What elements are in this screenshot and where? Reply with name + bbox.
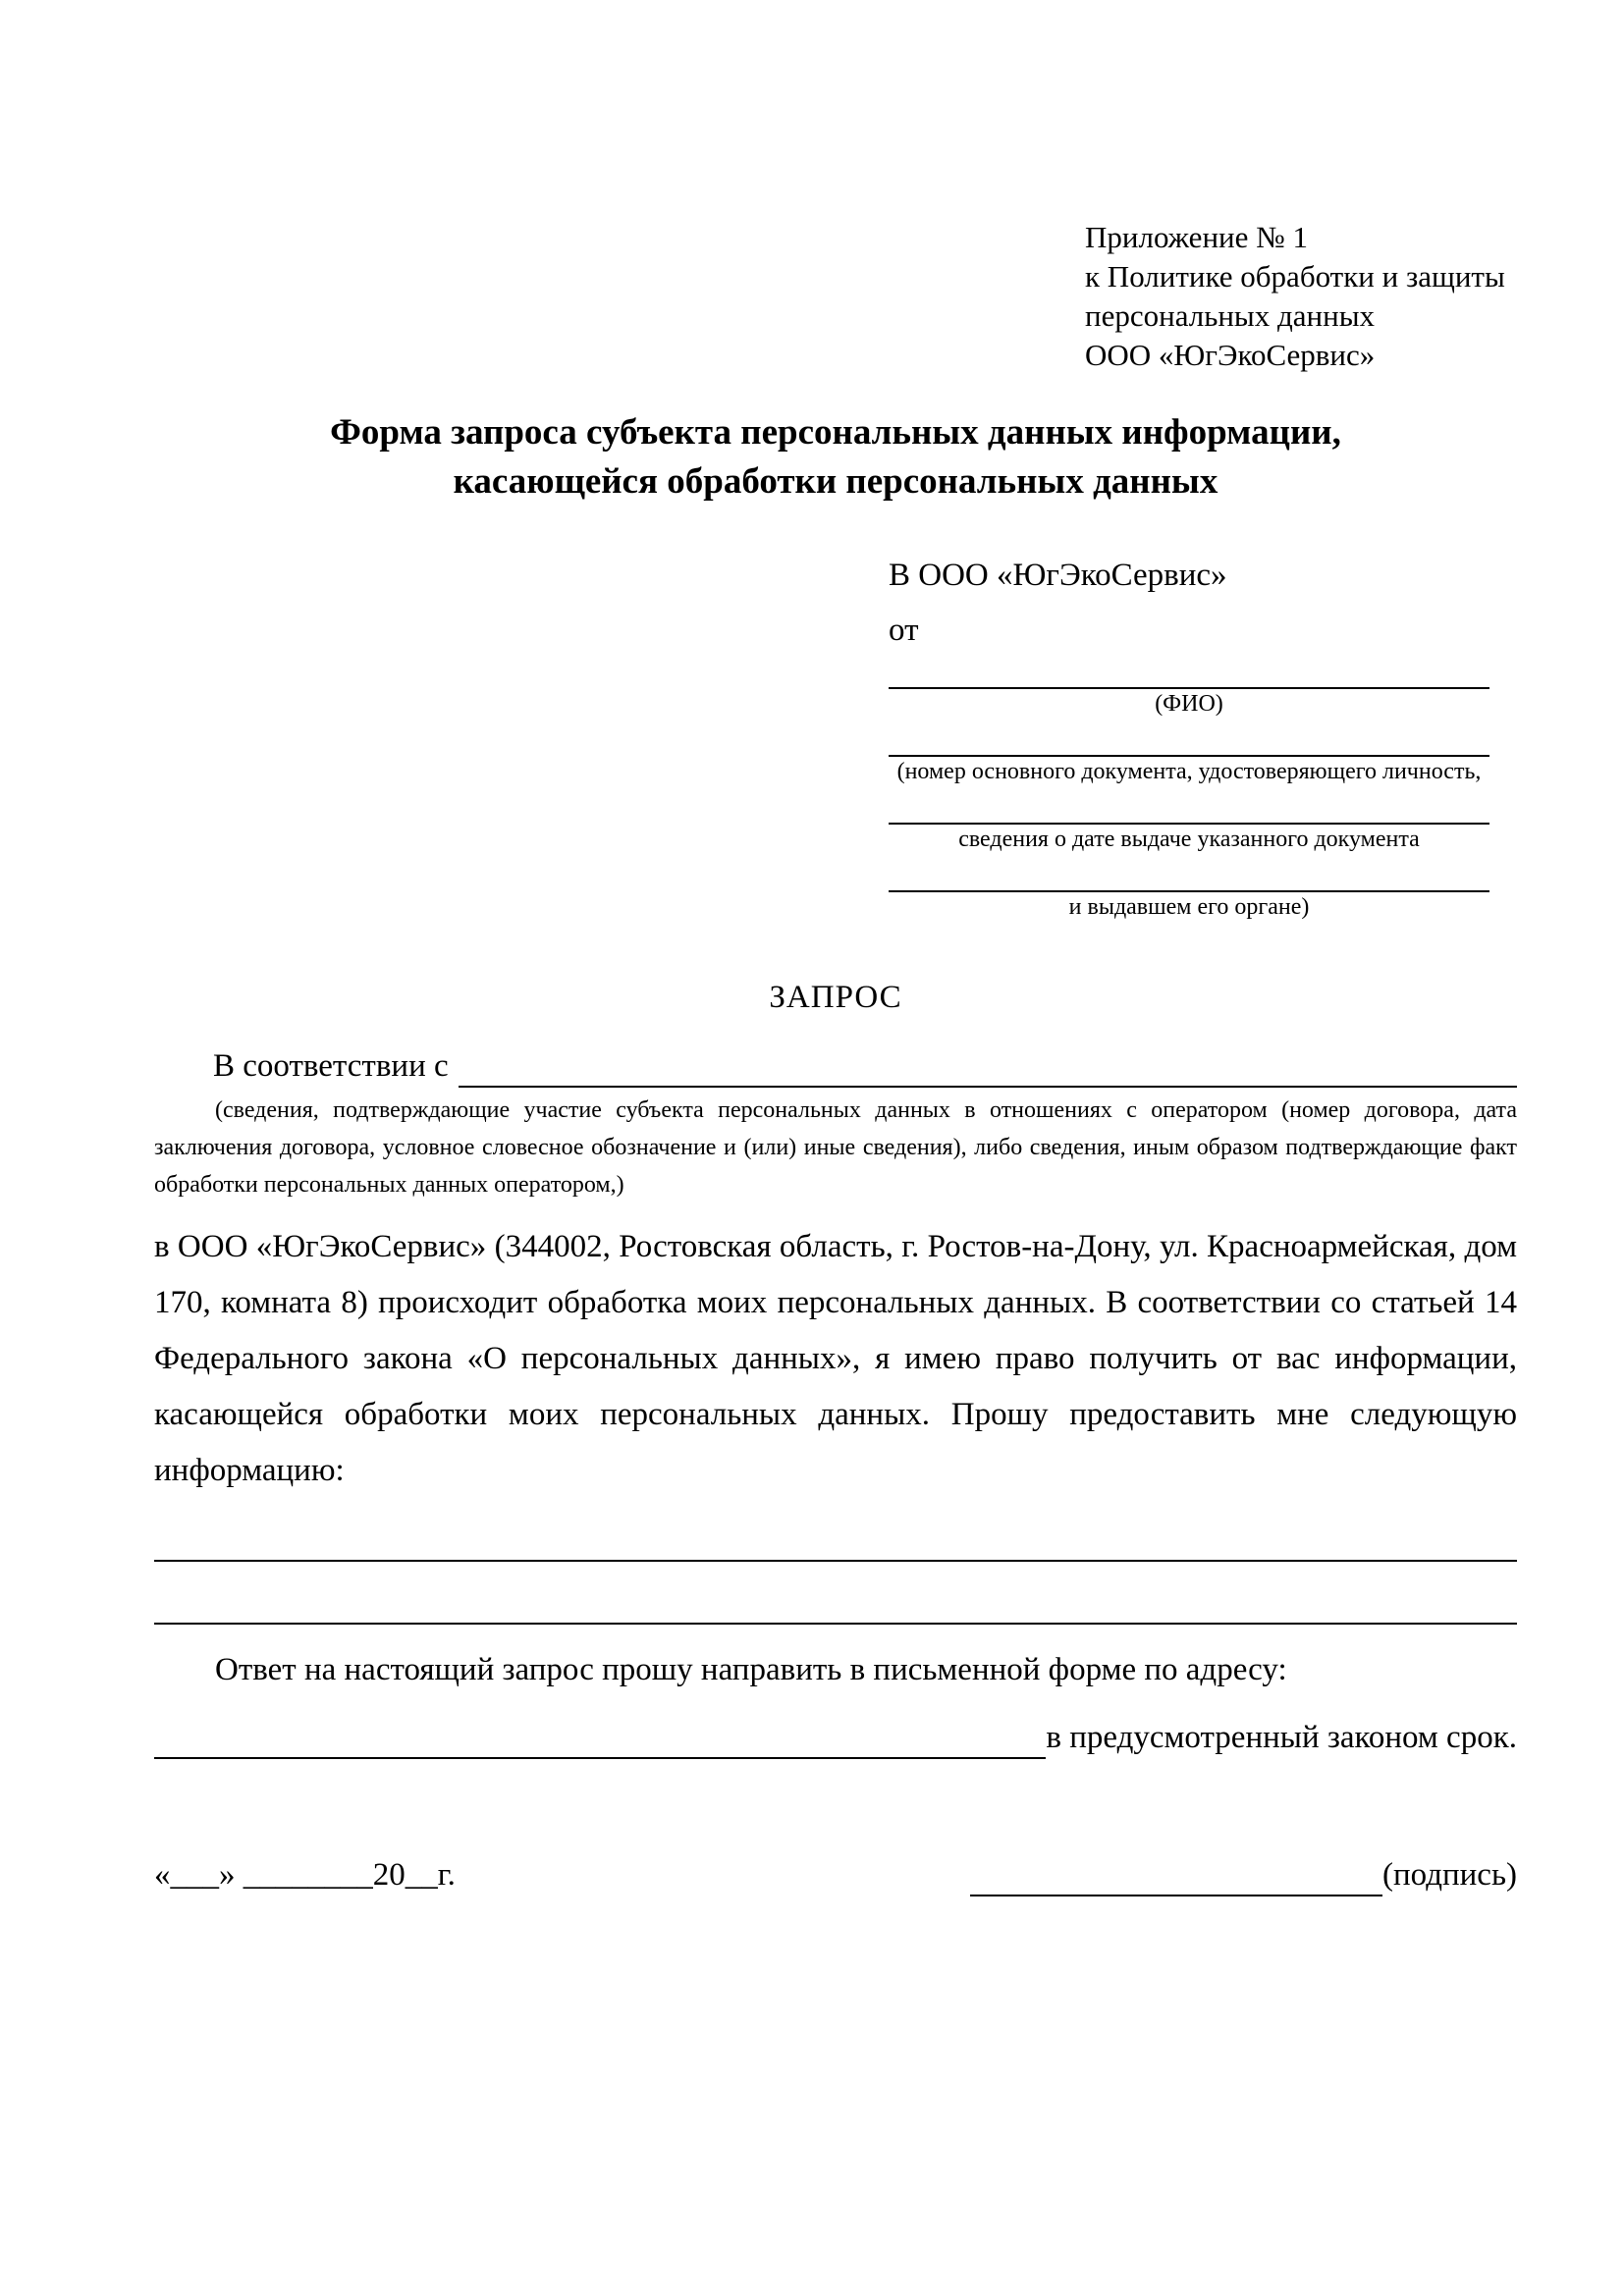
signature-caption: (подпись): [1382, 1857, 1517, 1893]
basis-row: [154, 1042, 1517, 1088]
issue-date-caption: сведения о дате выдаче указанного документа: [958, 827, 1420, 852]
addressee-block: [889, 554, 1489, 923]
issue-date-blank-line[interactable]: [889, 787, 1489, 825]
appendix-line-2: к Политике обработки и защиты: [1085, 259, 1505, 294]
id-document-number-caption: (номер основного документа, удостоверяющего личность,: [896, 759, 1482, 784]
issuing-authority-field: [889, 855, 1489, 923]
fio-field: [889, 652, 1489, 720]
title-line-2: касающейся обработки персональных данных: [453, 461, 1218, 502]
date-blank[interactable]: «___» ________20__г.: [154, 1857, 456, 1893]
reply-address-blank-line[interactable]: [154, 1718, 1046, 1759]
body-paragraph: в ООО «ЮгЭкоСервис» (344002, Ростовская область, г. Ростов-на-Дону, ул. Красноармейская, дом 170, комната 8) происходит обработка моих персональных данных. В соответствии со статьей 14 Федерального закона «О персональных данных», я имею право получить от вас информации, касающейся обработки моих персональных данных. Прошу предоставить мне следующую информацию:: [154, 1229, 1517, 1488]
appendix-line-4: ООО «ЮгЭкоСервис»: [1085, 338, 1376, 372]
title-line-1: Форма запроса субъекта персональных данных информации,: [330, 412, 1341, 453]
issue-date-field: [889, 787, 1489, 855]
signature-blank-line[interactable]: [970, 1855, 1382, 1896]
requested-info-blank-line-2[interactable]: [154, 1623, 1517, 1625]
date-signature-row: [154, 1853, 1517, 1896]
document-title: [154, 408, 1517, 507]
id-document-number-blank-line[interactable]: [889, 720, 1489, 757]
issuing-authority-caption: и выдавшем его органе): [1068, 894, 1310, 920]
fio-caption: (ФИО): [1155, 691, 1223, 717]
reply-paragraph: Ответ на настоящий запрос прошу направить в письменной форме по адресу:: [215, 1652, 1287, 1687]
addressee-to: В ООО «ЮгЭкоСервис»: [889, 558, 1227, 593]
basis-blank-line[interactable]: [459, 1046, 1517, 1088]
requested-info-blank-line-1[interactable]: [154, 1560, 1517, 1562]
basis-label: В соответствии с: [213, 1048, 449, 1084]
appendix-block: [1085, 218, 1517, 375]
appendix-line-1: Приложение № 1: [1085, 220, 1308, 254]
fio-blank-line[interactable]: [889, 652, 1489, 689]
basis-note-text: (сведения, подтверждающие участие субъекта персональных данных в отношениях с оператором (номер договора, дата заключения договора, условное словесное обозначение и (или) иные сведения), либо сведения, иным образом подтверждающие факт обработки персональных данных оператором,): [154, 1097, 1517, 1198]
reply-address-row: [154, 1708, 1517, 1759]
signature-group: [970, 1853, 1517, 1896]
id-document-number-field: [889, 720, 1489, 787]
reply-tail-text: в предусмотренный законом срок.: [1046, 1720, 1517, 1755]
addressee-from: от: [889, 613, 919, 648]
request-heading: ЗАПРОС: [769, 980, 902, 1015]
issuing-authority-blank-line[interactable]: [889, 855, 1489, 892]
appendix-line-3: персональных данных: [1085, 298, 1376, 333]
